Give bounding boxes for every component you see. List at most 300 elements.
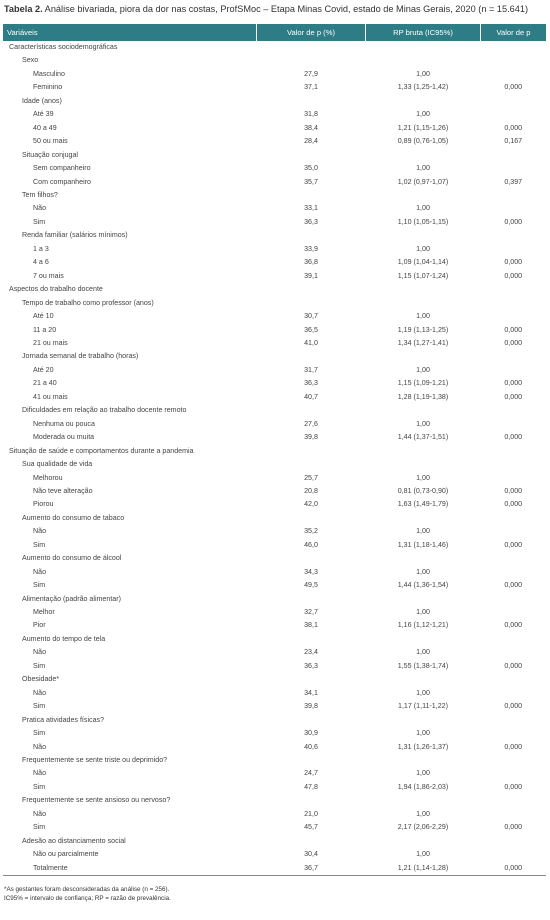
variable-cell: Não [33,809,47,818]
rp-cell: 1,28 (1,19-1,38) [397,392,449,401]
rp-cell: 1,00 [416,608,430,617]
p-value-cell [481,310,547,323]
prevalence-cell: 47,8 [304,782,318,791]
rp-cell: 1,21 (1,14-1,28) [366,862,481,876]
prevalence-cell [257,673,366,686]
prevalence-cell: 24,7 [304,769,318,778]
rp-cell [366,512,481,525]
variable-cell: Sexo [22,56,39,65]
p-value-cell: 0,000 [504,540,523,549]
variable-cell: Situação conjugal [22,150,79,159]
p-value-cell: 0,000 [504,271,523,280]
table-row [3,189,546,202]
p-value-cell: 0,000 [504,742,523,751]
variable-cell: Obesidade* [22,675,60,684]
prevalence-cell: 46,0 [304,540,318,549]
rp-cell [366,714,481,727]
variable-cell: Até 39 [33,110,54,119]
prevalence-cell: 33,1 [304,204,318,213]
variable-cell: Aumento do tempo de tela [22,634,106,643]
prevalence-cell [257,552,366,565]
header-rp: RP bruta (IC95%) [366,24,481,41]
variable-cell: 41 ou mais [33,392,68,401]
p-value-cell [481,68,547,81]
prevalence-cell: 36,3 [304,217,318,226]
prevalence-cell [257,835,366,848]
footnotes [4,886,171,903]
table-row [3,794,546,807]
rp-cell: 1,00 [416,69,430,78]
prevalence-cell [257,714,366,727]
rp-cell: 1,00 [416,204,430,213]
p-value-cell [481,673,547,686]
p-value-cell [481,243,547,256]
variable-cell: Sem companheiro [33,164,91,173]
table-row [3,579,546,592]
prevalence-cell: 49,5 [304,581,318,590]
variable-cell: Não [33,204,47,213]
rp-cell: 0,89 (0,76-1,05) [397,137,449,146]
rp-cell [366,552,481,565]
p-value-cell [481,714,547,727]
variable-cell: Até 20 [33,365,54,374]
p-value-cell [481,458,547,471]
rp-cell: 1,00 [416,729,430,738]
table-row [3,606,546,619]
rp-cell: 1,10 (1,05-1,15) [397,217,449,226]
prevalence-cell [257,794,366,807]
rp-cell: 1,00 [416,164,430,173]
variable-cell: Não [33,527,47,536]
rp-cell [366,350,481,363]
rp-cell: 1,00 [416,110,430,119]
rp-cell: 1,15 (1,07-1,24) [397,271,449,280]
p-value-cell: 0,000 [504,621,523,630]
p-value-cell [481,418,547,431]
table-row [3,646,546,659]
variable-cell: Não ou parcialmente [33,850,99,859]
variable-cell: 50 ou mais [33,137,68,146]
table-row [3,377,546,390]
variable-cell: Pratica atividades físicas? [22,715,105,724]
rp-cell: 1,02 (0,97-1,07) [397,177,449,186]
variable-cell: Aumento do consumo de tabaco [22,513,125,522]
table-row [3,566,546,579]
variable-cell: Sim [33,782,46,791]
table-number: Tabela 2. [4,4,43,14]
rp-cell [366,95,481,108]
table-row [3,404,546,417]
table-row [3,781,546,794]
table-row [3,418,546,431]
rp-cell [366,189,481,202]
table-row [3,364,546,377]
prevalence-cell: 38,1 [304,621,318,630]
prevalence-cell: 27,6 [304,419,318,428]
table-row [3,95,546,108]
variable-cell: Frequentemente se sente triste ou deprimido? [22,756,168,765]
prevalence-cell: 36,3 [304,379,318,388]
table-row [3,350,546,363]
rp-cell: 1,55 (1,38-1,74) [397,661,449,670]
rp-cell: 1,94 (1,86-2,03) [397,782,449,791]
rp-cell [366,754,481,767]
variable-cell: 7 ou mais [33,271,64,280]
p-value-cell [481,633,547,646]
rp-cell [366,297,481,310]
table-row [3,108,546,121]
p-value-cell [481,350,547,363]
variable-cell: Não [33,688,47,697]
table-row [3,633,546,646]
table-row [3,673,546,686]
table-row [3,700,546,713]
variable-cell: Sim [33,540,46,549]
prevalence-cell [257,283,366,296]
prevalence-cell: 34,1 [304,688,318,697]
rp-cell: 1,00 [416,312,430,321]
p-value-cell: 0,000 [504,338,523,347]
rp-cell: 2,17 (2,06-2,29) [397,823,449,832]
footnote-pregnant: *As gestantes foram desconsideradas da análise (n = 256). [4,886,170,893]
prevalence-cell [257,633,366,646]
table-row [3,472,546,485]
prevalence-cell [257,297,366,310]
p-value-cell [481,229,547,242]
rp-cell: 1,33 (1,25-1,42) [397,83,449,92]
rp-cell: 1,21 (1,15-1,26) [397,123,449,132]
variable-cell: Idade (anos) [22,96,62,105]
prevalence-cell: 41,0 [304,338,318,347]
rp-cell [366,673,481,686]
table-row [3,297,546,310]
prevalence-cell: 25,7 [304,473,318,482]
variable-cell: Melhorou [33,473,63,482]
prevalence-cell [257,754,366,767]
prevalence-cell: 37,1 [304,83,318,92]
variable-cell: Dificuldades em relação ao trabalho docente remoto [22,406,187,415]
header-variables: Variáveis [3,24,257,41]
rp-cell [366,445,481,458]
p-value-cell [481,566,547,579]
variable-cell: Moderada ou muita [33,433,95,442]
table-row [3,283,546,296]
variable-cell: Totalmente [3,862,257,876]
table-row [3,808,546,821]
variable-cell: Até 10 [33,312,54,321]
p-value-cell: 0,000 [504,123,523,132]
table-row [3,431,546,444]
rp-cell [366,149,481,162]
table-row [3,458,546,471]
prevalence-cell: 28,4 [304,137,318,146]
p-value-cell: 0,000 [504,379,523,388]
rp-cell: 1,63 (1,49-1,79) [397,500,449,509]
table-row [3,848,546,861]
p-value-cell [481,41,547,54]
prevalence-cell: 21,0 [304,809,318,818]
rp-cell: 1,00 [416,809,430,818]
variable-cell: Alimentação (padrão alimentar) [22,594,121,603]
rp-cell: 1,09 (1,04-1,14) [397,258,449,267]
rp-cell: 1,00 [416,567,430,576]
table-row [3,229,546,242]
p-value-cell: 0,000 [504,83,523,92]
prevalence-cell: 45,7 [304,823,318,832]
variable-cell: Sim [33,702,46,711]
prevalence-cell: 39,1 [304,271,318,280]
p-value-cell [481,606,547,619]
p-value-cell [481,108,547,121]
table-row [3,68,546,81]
rp-cell: 1,00 [416,688,430,697]
prevalence-cell: 31,8 [304,110,318,119]
p-value-cell [481,552,547,565]
p-value-cell: 0,397 [504,177,523,186]
rp-cell: 1,00 [416,419,430,428]
table-row [3,835,546,848]
variable-cell: Aspectos do trabalho docente [9,285,103,294]
table-header [3,24,546,41]
p-value-cell [481,54,547,67]
rp-cell: 1,00 [416,648,430,657]
table-row [3,821,546,834]
rp-cell: 1,31 (1,26-1,37) [397,742,449,751]
table-row [3,54,546,67]
rp-cell: 1,31 (1,18-1,46) [397,540,449,549]
bivariate-analysis-table [3,24,546,876]
table-row [3,862,546,876]
table-row [3,593,546,606]
table-row [3,337,546,350]
variable-cell: 4 a 6 [33,258,49,267]
p-value-cell [481,189,547,202]
rp-cell [366,404,481,417]
variable-cell: Renda familiar (salários mínimos) [22,231,128,240]
rp-cell [366,41,481,54]
prevalence-cell [257,445,366,458]
p-value-cell [481,162,547,175]
p-value-cell: 0,000 [504,661,523,670]
prevalence-cell [257,593,366,606]
prevalence-cell [257,189,366,202]
variable-cell: Com companheiro [33,177,91,186]
table-title [4,4,528,14]
variable-cell: 1 a 3 [33,244,49,253]
table-row [3,149,546,162]
prevalence-cell: 39,8 [304,702,318,711]
table-row [3,741,546,754]
prevalence-cell: 35,7 [304,177,318,186]
table-row [3,216,546,229]
p-value-cell [481,95,547,108]
variable-cell: Sim [33,581,46,590]
table-row [3,122,546,135]
prevalence-cell: 30,7 [304,312,318,321]
rp-cell: 1,16 (1,12-1,21) [397,621,449,630]
p-value-cell [481,848,547,861]
header-row [3,24,546,41]
p-value-cell: 0,000 [504,702,523,711]
table-row [3,498,546,511]
p-value-cell: 0,000 [504,433,523,442]
variable-cell: Jornada semanal de trabalho (horas) [22,352,139,361]
variable-cell: 11 a 20 [33,325,57,334]
table-row [3,270,546,283]
rp-cell: 1,00 [416,244,430,253]
prevalence-cell [257,95,366,108]
prevalence-cell: 30,9 [304,729,318,738]
variable-cell: Não teve alteração [33,486,93,495]
prevalence-cell [257,350,366,363]
p-value-cell: 0,000 [504,782,523,791]
rp-cell [366,54,481,67]
p-value-cell [481,202,547,215]
table-row [3,687,546,700]
p-value-cell [481,754,547,767]
prevalence-cell [257,229,366,242]
p-value-cell [481,445,547,458]
rp-cell [366,593,481,606]
p-value-cell: 0,000 [481,862,547,876]
p-value-cell [481,525,547,538]
prevalence-cell: 36,7 [257,862,366,876]
header-p-value: Valor de p [481,24,547,41]
prevalence-cell [257,458,366,471]
p-value-cell [481,297,547,310]
table-row [3,767,546,780]
table-row [3,243,546,256]
prevalence-cell: 36,5 [304,325,318,334]
variable-cell: Nenhuma ou pouca [33,419,95,428]
prevalence-cell: 34,3 [304,567,318,576]
p-value-cell [481,149,547,162]
table-row [3,485,546,498]
prevalence-cell [257,512,366,525]
rp-cell: 1,00 [416,769,430,778]
prevalence-cell: 32,7 [304,608,318,617]
rp-cell: 1,15 (1,09-1,21) [397,379,449,388]
table-row [3,202,546,215]
rp-cell [366,458,481,471]
variable-cell: Sim [33,217,46,226]
rp-cell: 1,19 (1,13-1,25) [397,325,449,334]
rp-cell [366,794,481,807]
table-caption: Análise bivariada, piora da dor nas costas, ProfSMoc – Etapa Minas Covid, estado de Minas Gerais, 2020 (n = 15.641) [42,4,529,14]
prevalence-cell [257,41,366,54]
table-body [3,41,546,876]
variable-cell: Não [33,742,47,751]
table-row [3,176,546,189]
footnote-abbreviations: IC95% = intervalo de confiança; RP = razão de prevalência. [4,894,171,902]
variable-cell: Sua qualidade de vida [22,460,93,469]
rp-cell: 1,00 [416,473,430,482]
prevalence-cell [257,149,366,162]
variable-cell: Sim [33,823,46,832]
table-row [3,539,546,552]
table-row [3,445,546,458]
rp-cell: 1,00 [416,850,430,859]
rp-cell: 1,44 (1,37-1,51) [397,433,449,442]
p-value-cell [481,512,547,525]
rp-cell: 1,34 (1,27-1,41) [397,338,449,347]
variable-cell: Pior [33,621,46,630]
p-value-cell: 0,167 [504,137,523,146]
table-row [3,324,546,337]
p-value-cell [481,687,547,700]
prevalence-cell: 40,7 [304,392,318,401]
p-value-cell [481,727,547,740]
p-value-cell [481,794,547,807]
prevalence-cell: 30,4 [304,850,318,859]
variable-cell: Não [33,567,47,576]
prevalence-cell: 35,0 [304,164,318,173]
rp-cell [366,229,481,242]
rp-cell: 1,00 [416,527,430,536]
rp-cell: 1,00 [416,365,430,374]
p-value-cell: 0,000 [504,392,523,401]
prevalence-cell: 36,8 [304,258,318,267]
variable-cell: 40 a 49 [33,123,57,132]
prevalence-cell: 42,0 [304,500,318,509]
variable-cell: Sim [33,729,46,738]
rp-cell: 1,17 (1,11-1,22) [398,702,448,711]
table-row [3,660,546,673]
table-row [3,552,546,565]
variable-cell: Frequentemente se sente ansioso ou nervoso? [22,796,171,805]
header-prevalence: Valor de p (%) [257,24,366,41]
table-row [3,310,546,323]
variable-cell: Não [33,769,47,778]
variable-cell: Feminino [33,83,63,92]
variable-cell: Situação de saúde e comportamentos durante a pandemia [9,446,194,455]
table-row [3,135,546,148]
p-value-cell [481,364,547,377]
table-row [3,727,546,740]
variable-cell: 21 a 40 [33,379,57,388]
prevalence-cell [257,404,366,417]
p-value-cell [481,646,547,659]
rp-cell: 1,44 (1,36-1,54) [397,581,449,590]
p-value-cell: 0,000 [504,823,523,832]
p-value-cell: 0,000 [504,258,523,267]
prevalence-cell: 33,9 [304,244,318,253]
variable-cell: Melhor [33,608,55,617]
variable-cell: Masculino [33,69,65,78]
p-value-cell: 0,000 [504,581,523,590]
rp-cell: 0,81 (0,73-0,90) [397,486,449,495]
p-value-cell [481,767,547,780]
table-row [3,162,546,175]
variable-cell: Não [33,648,47,657]
prevalence-cell: 31,7 [304,365,318,374]
prevalence-cell: 35,2 [304,527,318,536]
p-value-cell [481,835,547,848]
rp-cell [366,283,481,296]
p-value-cell: 0,000 [504,217,523,226]
prevalence-cell: 20,8 [304,486,318,495]
p-value-cell [481,283,547,296]
prevalence-cell: 27,9 [304,69,318,78]
p-value-cell: 0,000 [504,486,523,495]
p-value-cell: 0,000 [504,325,523,334]
table-row [3,619,546,632]
p-value-cell [481,472,547,485]
prevalence-cell: 39,8 [304,433,318,442]
prevalence-cell: 40,6 [304,742,318,751]
variable-cell: Tem filhos? [22,190,58,199]
p-value-cell [481,404,547,417]
